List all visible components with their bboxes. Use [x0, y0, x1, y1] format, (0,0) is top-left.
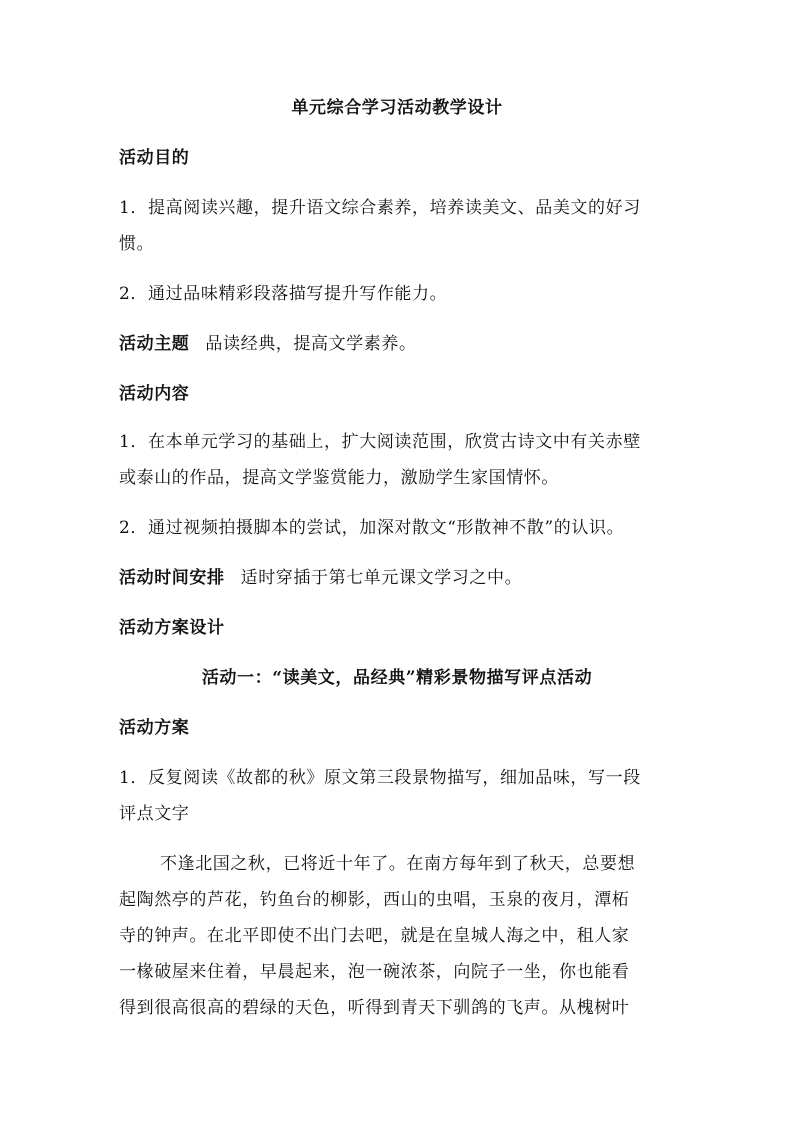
- plan-item-1-cont: 评点文字: [119, 804, 190, 824]
- objective-item-2: 2．通过品味精彩段落描写提升写作能力。: [119, 284, 448, 304]
- excerpt-line: 得到很高很高的碧绿的天色，听得到青天下驯鸽的飞声。从槐树叶: [119, 998, 630, 1018]
- excerpt-line: 起陶然亭的芦花，钓鱼台的柳影，西山的虫唱，玉泉的夜月，潭柘: [119, 890, 630, 910]
- plan-heading: 活动方案: [119, 718, 190, 738]
- plan-design-heading: 活动方案设计: [119, 618, 225, 638]
- objective-item-1-cont: 惯。: [119, 234, 155, 254]
- document-title: 单元综合学习活动教学设计: [291, 98, 503, 118]
- objective-item-1: 1．提高阅读兴趣，提升语文综合素养，培养读美文、品美文的好习: [119, 198, 641, 218]
- theme-label: 活动主题: [119, 334, 190, 354]
- excerpt-line: 寺的钟声。在北平即使不出门去吧，就是在皇城人海之中，租人家: [119, 926, 630, 946]
- theme-text: 品读经典，提高文学素养。: [205, 334, 417, 354]
- theme-line: [119, 332, 417, 356]
- excerpt-line: 一椽破屋来住着，早晨起来，泡一碗浓茶，向院子一坐，你也能看: [119, 962, 630, 982]
- objective-heading: 活动目的: [119, 148, 190, 168]
- content-item-1: 1．在本单元学习的基础上，扩大阅读范围，欣赏古诗文中有关赤壁: [119, 432, 641, 452]
- content-heading: 活动内容: [119, 384, 190, 404]
- activity-1-title: 活动一：“读美文，品经典”精彩景物描写评点活动: [201, 668, 593, 688]
- content-item-1-cont: 或泰山的作品，提高文学鉴赏能力，激励学生家国情怀。: [119, 468, 559, 488]
- schedule-line: [119, 566, 522, 590]
- excerpt-line: 不逢北国之秋，已将近十年了。在南方每年到了秋天，总要想: [160, 854, 636, 874]
- schedule-label: 活动时间安排: [119, 568, 225, 588]
- schedule-text: 适时穿插于第七单元课文学习之中。: [240, 568, 523, 588]
- plan-item-1: 1．反复阅读《故都的秋》原文第三段景物描写，细加品味，写一段: [119, 768, 641, 788]
- content-item-2: 2．通过视频拍摄脚本的尝试，加深对散文“形散神不散”的认识。: [119, 518, 625, 538]
